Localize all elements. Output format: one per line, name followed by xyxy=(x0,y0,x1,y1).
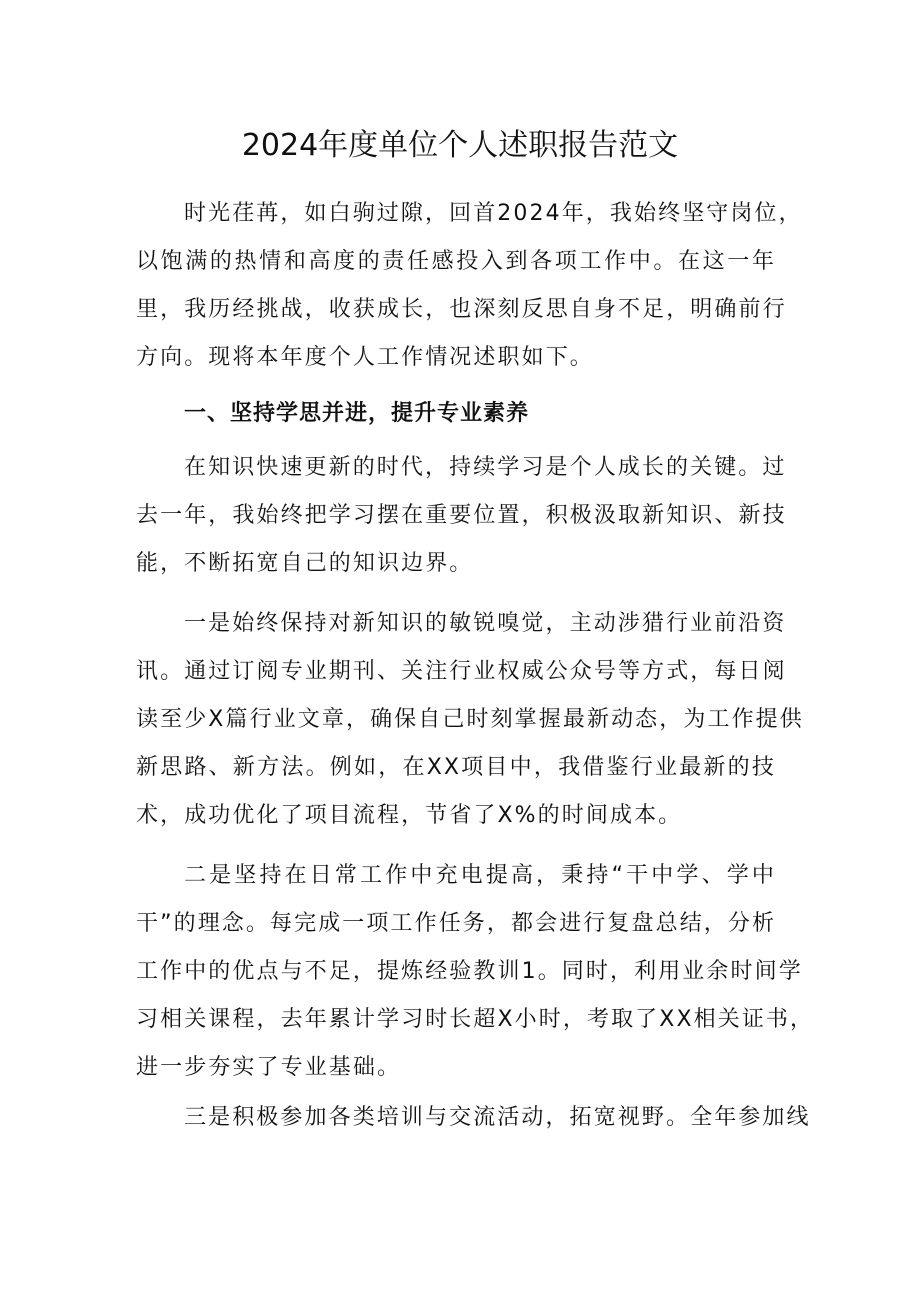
text-line: 以饱满的热情和高度的责任感投入到各项工作中。在这一年 xyxy=(136,249,776,274)
point3-paragraph xyxy=(136,1094,811,1142)
text-line: 读至少X篇行业文章，确保自己时刻掌握最新动态，为工作提供 xyxy=(136,707,804,732)
point2-paragraph xyxy=(136,852,815,1092)
text-line: 工作中的优点与不足，提炼经验教训1。同时，利用业余时间学 xyxy=(136,959,803,984)
text-line: 里，我历经挑战，收获成长，也深刻反思自身不足，明确前行 xyxy=(136,297,787,322)
point1-paragraph xyxy=(136,600,804,840)
text-line: 新思路、新方法。例如，在XX项目中，我借鉴行业最新的技 xyxy=(136,755,776,780)
text-line: 三是积极参加各类培训与交流活动，拓宽视野。全年参加线 xyxy=(184,1105,811,1130)
text-line: 习相关课程，去年累计学习时长超X小时，考取了XX相关证书， xyxy=(136,1007,815,1032)
section-heading-1: 一、坚持学思并进，提升专业素养 xyxy=(184,401,530,426)
text-line: 方向。现将本年度个人工作情况述职如下。 xyxy=(136,345,594,370)
document-title: 2024年度单位个人述职报告范文 xyxy=(241,128,679,163)
text-line: 去一年，我始终把学习摆在重要位置，积极汲取新知识、新技 xyxy=(136,503,787,528)
text-line: 一是始终保持对新知识的敏锐嗅觉，主动涉猎行业前沿资 xyxy=(184,611,787,636)
section1-intro-paragraph xyxy=(136,444,787,588)
text-line: 能，不断拓宽自己的知识边界。 xyxy=(136,551,474,576)
intro-paragraph xyxy=(136,190,803,382)
text-line: 进一步夯实了专业基础。 xyxy=(136,1055,402,1080)
text-line: 时光荏苒，如白驹过隙，回首2024年，我始终坚守岗位， xyxy=(184,201,803,226)
text-line: 在知识快速更新的时代，持续学习是个人成长的关键。过 xyxy=(184,455,787,480)
text-line: 术，成功优化了项目流程，节省了X%的时间成本。 xyxy=(136,803,683,828)
text-line: 二是坚持在日常工作中充电提高，秉持“干中学、学中 xyxy=(184,863,776,888)
text-line: 讯。通过订阅专业期刊、关注行业权威公众号等方式，每日阅 xyxy=(136,659,787,684)
text-line: 干”的理念。每完成一项工作任务，都会进行复盘总结，分析 xyxy=(136,911,777,936)
